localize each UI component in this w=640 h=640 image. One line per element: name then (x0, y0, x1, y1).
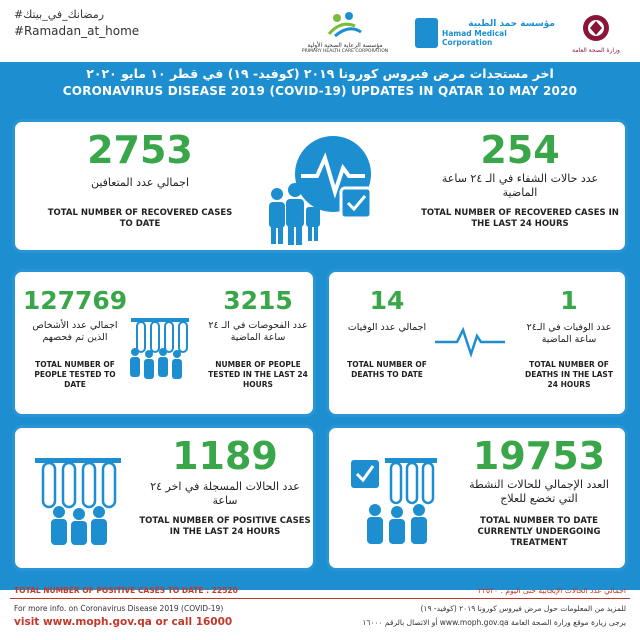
positive-24h-arabic: عدد الحالات المسجلة في اخر ٢٤ ساعة (150, 480, 300, 507)
title-banner (0, 62, 640, 106)
tests-total-value: 127769 (22, 286, 128, 315)
phcc-english: PRIMARY HEALTH CARE CORPORATION (301, 49, 389, 54)
more-info-arabic: للمزيد من المعلومات حول مرض فيروس كورونا ٢٠١٩ (كوفيد- ١٩) (420, 604, 626, 613)
deaths-total-arabic: اجمالي عدد الوفيات (347, 322, 427, 333)
hmc-logo-icon (415, 18, 438, 48)
active-cases-value: 19753 (472, 434, 606, 478)
tests-24h-english: NUMBER OF PEOPLE TESTED IN THE LAST 24 HOURS (208, 360, 308, 389)
moph-logo (565, 8, 627, 58)
positive-panel (12, 425, 316, 571)
visit-link-arabic[interactable]: يرجى زيارة موقع وزارة الصحة العامة www.moph.gov.qa أو الاتصال بالرقم ١٦٠٠٠ (362, 618, 626, 627)
hmc-arabic: مؤسسة حمد الطبية (468, 19, 555, 29)
active-panel (326, 425, 628, 571)
phcc-logo (290, 8, 400, 58)
recovered-24h-english: TOTAL NUMBER OF RECOVERED CASES IN THE LAST 24 HOURS (421, 208, 619, 230)
hashtag-english: #Ramadan_at_home (14, 24, 140, 38)
hashtag-arabic: #رمضانك_في_بيتك (14, 8, 105, 21)
deaths-total-value: 14 (369, 286, 405, 315)
active-cases-english: TOTAL NUMBER TO DATE CURRENTLY UNDERGOING TREATMENT (477, 516, 601, 549)
people-heartbeat-check-icon (255, 128, 385, 248)
recovered-total-value: 2753 (87, 128, 193, 172)
total-positive-english: TOTAL NUMBER OF POSITIVE CASES TO DATE : 22520 (14, 586, 238, 595)
people-test-tubes-icon (127, 312, 193, 382)
positive-24h-english: TOTAL NUMBER OF POSITIVE CASES IN THE LAST 24 HOURS (139, 516, 311, 538)
tests-total-english: TOTAL NUMBER OF PEOPLE TESTED TO DATE (34, 360, 116, 389)
recovered-total-arabic: اجمالي عدد المتعافين (90, 176, 189, 189)
tests-total-arabic: اجمالي عدد الأشخاص الذين تم فحصهم (32, 320, 118, 343)
heartbeat-line-icon (433, 324, 507, 358)
positive-24h-value: 1189 (172, 434, 278, 478)
recovered-24h-value: 254 (480, 128, 560, 172)
moph-emblem-icon (581, 13, 611, 43)
tests-24h-arabic: عدد الفحوصات في الـ ٢٤ ساعة الماضية (208, 320, 308, 343)
test-tubes-people-icon (31, 452, 125, 548)
recovered-total-english: TOTAL NUMBER OF RECOVERED CASES TO DATE (47, 208, 233, 230)
deaths-total-english: TOTAL NUMBER OF DEATHS TO DATE (347, 360, 427, 379)
visit-link-english[interactable]: visit www.moph.gov.qa or call 16000 (14, 616, 233, 628)
deaths-panel (326, 269, 628, 417)
tests-24h-value: 3215 (223, 286, 293, 315)
title-arabic: اخر مستجدات مرض فيروس كورونا ٢٠١٩ (كوفيد- ١٩) في قطر ١٠ مايو ٢٠٢٠ (86, 66, 554, 81)
recovered-panel (12, 119, 628, 253)
tests-panel (12, 269, 316, 417)
hmc-logo (415, 8, 555, 58)
total-positive-arabic: اجمالي عدد الحالات الإيجابية حتى اليوم : ٢٢٥٢٠ (477, 586, 626, 595)
footer-divider (10, 598, 630, 599)
moph-arabic: وزارة الصحة العامة (572, 46, 620, 54)
active-cases-arabic: العدد الإجمالي للحالات النشطة التي تخضع للعلاج (469, 478, 609, 505)
deaths-24h-english: TOTAL NUMBER OF DEATHS IN THE LAST 24 HOURS (525, 360, 613, 389)
clipboard-check-people-icon (345, 452, 443, 548)
phcc-logo-icon (325, 12, 365, 38)
hmc-english: Hamad Medical Corporation (442, 29, 507, 47)
title-english: CORONAVIRUS DISEASE 2019 (COVID-19) UPDATES IN QATAR 10 MAY 2020 (62, 84, 578, 98)
more-info-english: For more info. on Coronavirus Disease 2019 (COVID-19) (14, 604, 224, 613)
deaths-24h-value: 1 (560, 286, 578, 315)
phcc-arabic: مؤسسة الرعاية الصحية الأولية (307, 42, 383, 49)
deaths-24h-arabic: عدد الوفيات في الـ٢٤ ساعة الماضية (526, 322, 612, 345)
recovered-24h-arabic: عدد حالات الشفاء في الـ ٢٤ ساعة الماضية (441, 172, 599, 199)
